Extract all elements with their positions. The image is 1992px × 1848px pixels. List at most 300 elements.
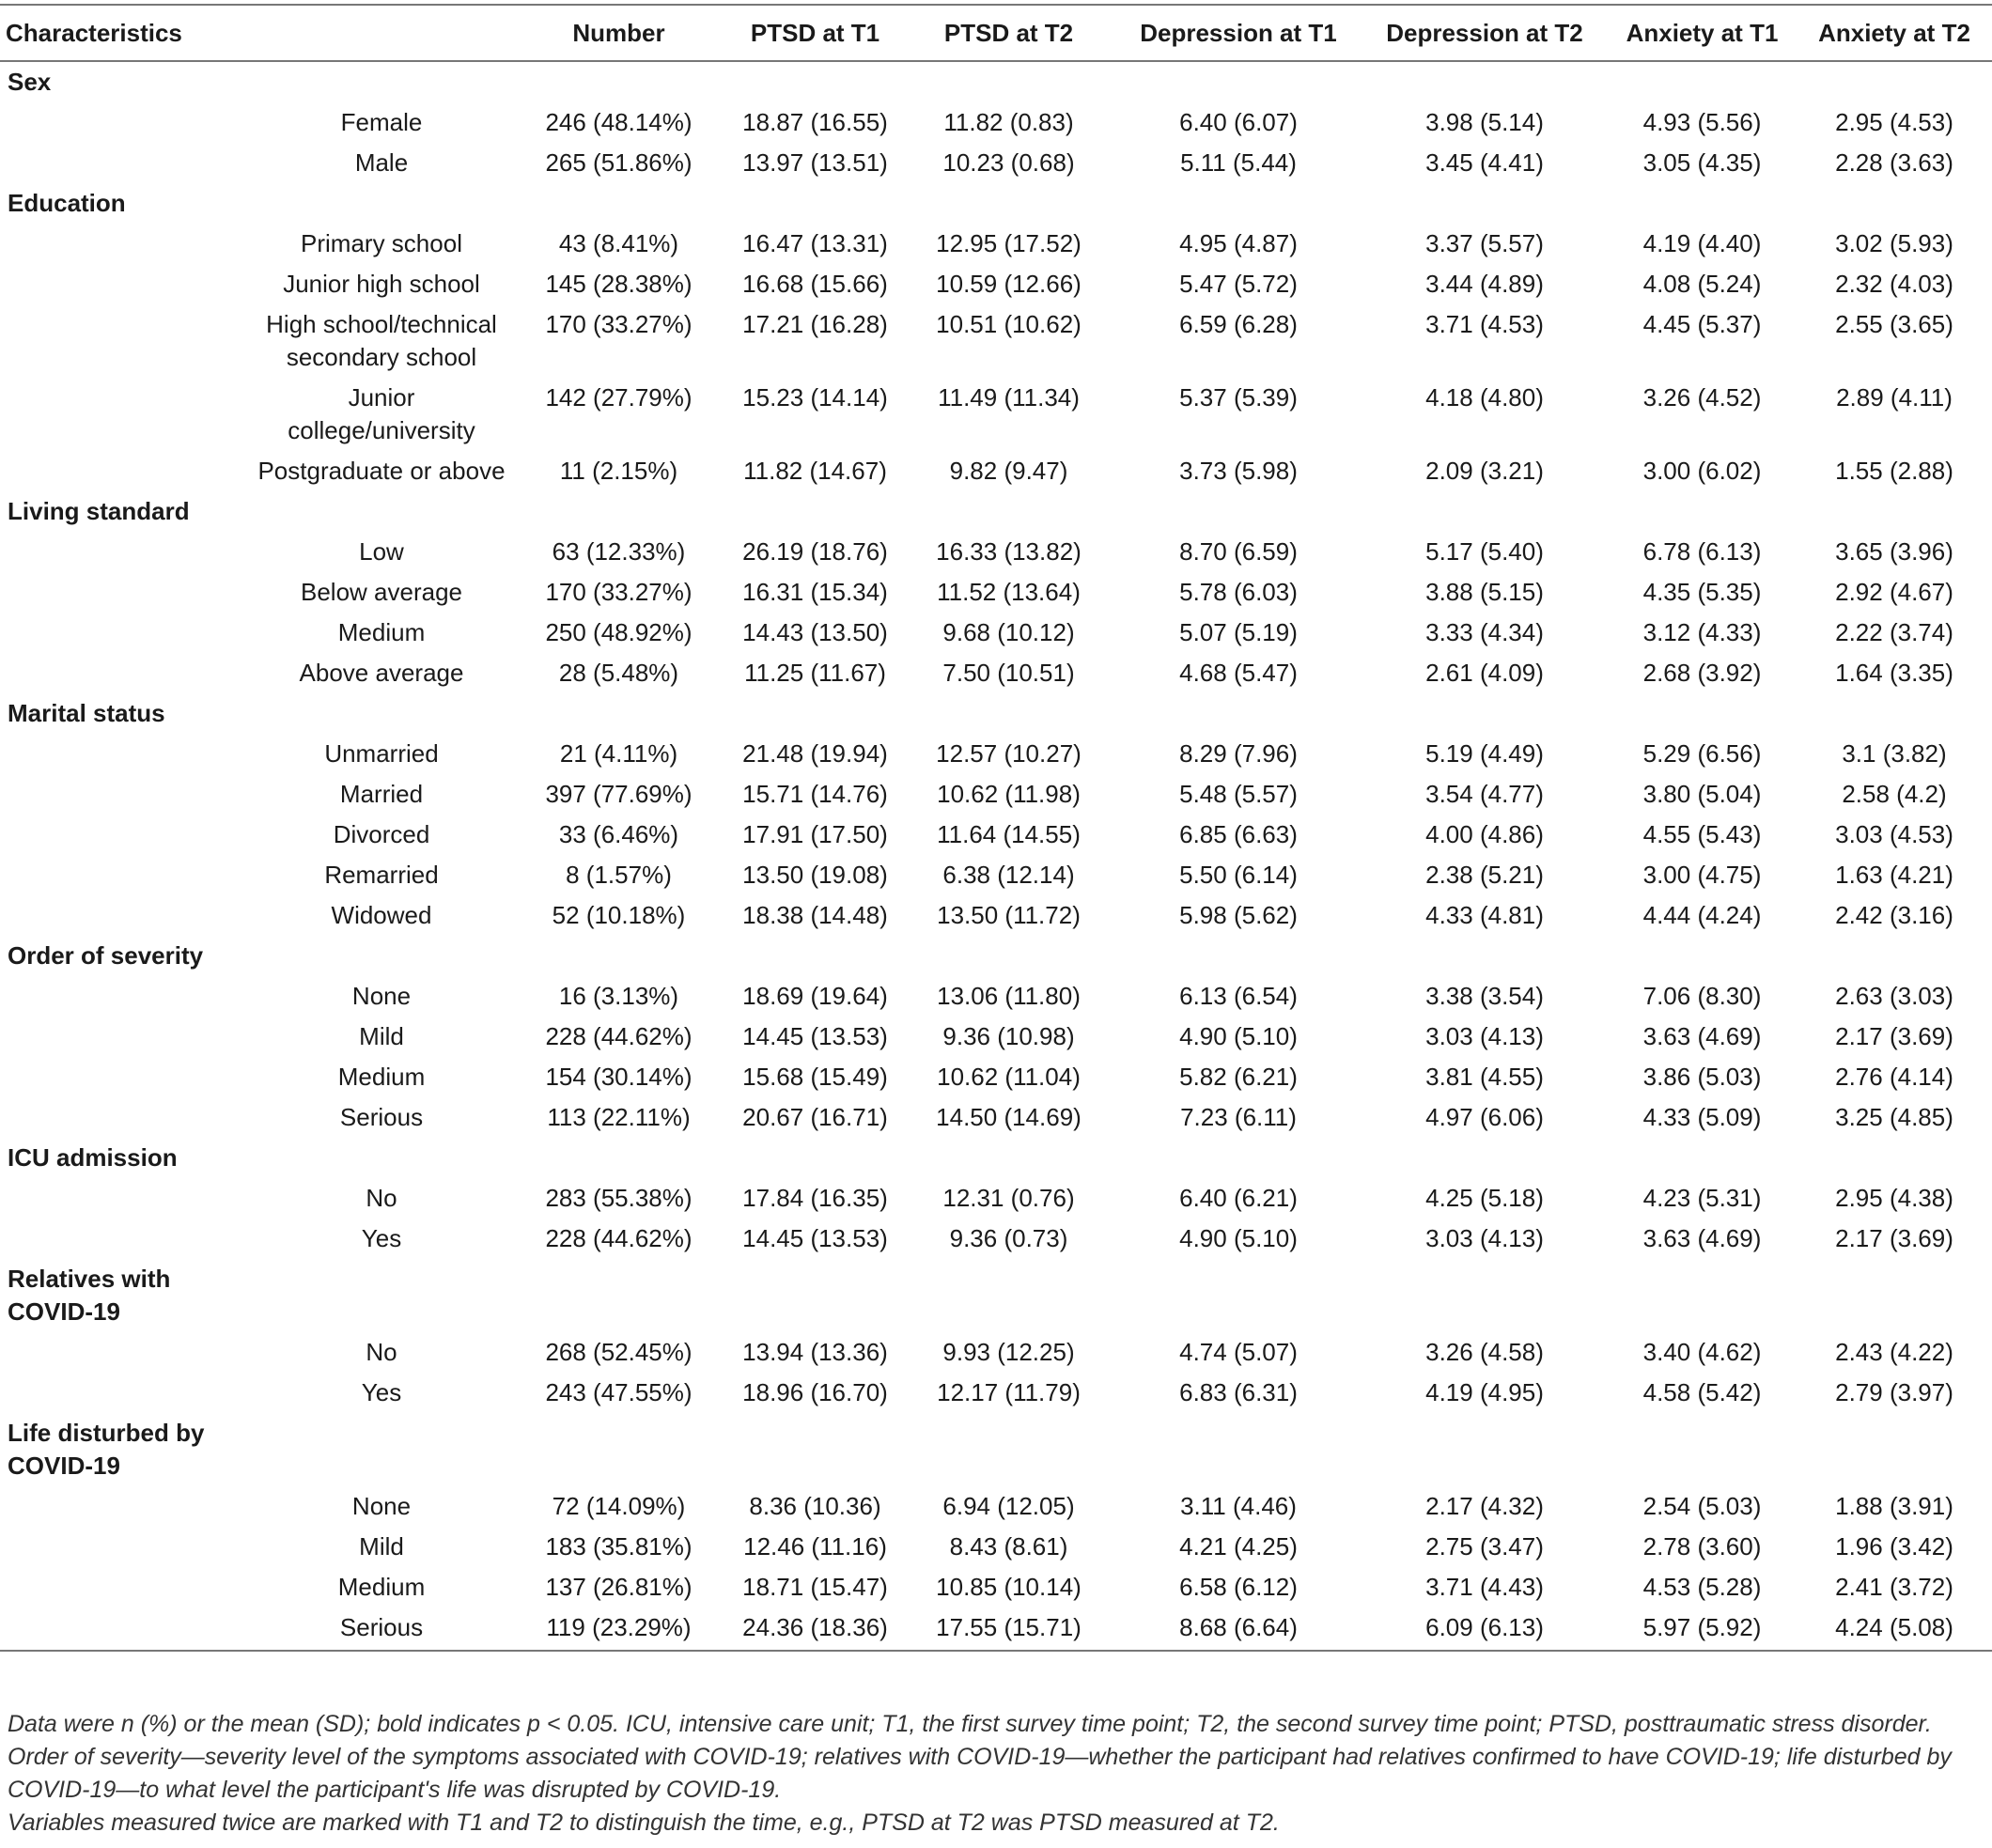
value-cell: 2.58 (4.2): [1842, 780, 1947, 808]
value-cell: 12.57 (10.27): [936, 739, 1082, 768]
group-title: Life disturbed by COVID-19: [8, 1419, 205, 1480]
value-cell: 1.88 (3.91): [1835, 1492, 1953, 1520]
empty-cell: [254, 183, 509, 224]
empty-cell: [1608, 61, 1797, 102]
empty-cell: [0, 976, 254, 1017]
value-cell: 250 (48.92%): [545, 618, 693, 646]
table-row: [0, 1219, 1992, 1259]
empty-cell: [728, 183, 902, 224]
value-cell: 6.85 (6.63): [1179, 820, 1298, 848]
empty-cell: [0, 451, 254, 491]
group-row: [0, 183, 1992, 224]
value-cell: 4.33 (5.09): [1642, 1103, 1762, 1131]
value-cell: 2.17 (3.69): [1835, 1224, 1953, 1252]
row-label: Postgraduate or above: [257, 457, 506, 485]
value-cell: 4.19 (4.95): [1425, 1378, 1544, 1406]
value-cell: 5.17 (5.40): [1425, 537, 1544, 566]
value-cell: 2.43 (4.22): [1835, 1338, 1953, 1366]
empty-cell: [1362, 693, 1608, 734]
header-row: [0, 5, 1992, 61]
empty-cell: [1362, 1413, 1608, 1486]
value-cell: 2.76 (4.14): [1835, 1063, 1953, 1091]
value-cell: 246 (48.14%): [545, 108, 693, 136]
empty-cell: [509, 1259, 728, 1332]
value-cell: 1.63 (4.21): [1835, 861, 1953, 889]
value-cell: 3.40 (4.62): [1642, 1338, 1762, 1366]
empty-cell: [728, 61, 902, 102]
row-label: No: [366, 1338, 397, 1366]
value-cell: 18.69 (19.64): [742, 982, 888, 1010]
value-cell: 16 (3.13%): [558, 982, 679, 1010]
empty-cell: [0, 532, 254, 572]
value-cell: 52 (10.18%): [552, 901, 686, 929]
value-cell: 113 (22.11%): [547, 1103, 691, 1131]
value-cell: 3.11 (4.46): [1180, 1492, 1297, 1520]
value-cell: 5.48 (5.57): [1179, 780, 1298, 808]
empty-cell: [0, 1607, 254, 1651]
value-cell: 2.38 (5.21): [1425, 861, 1544, 889]
value-cell: 10.51 (10.62): [936, 310, 1082, 338]
table-row: [0, 976, 1992, 1017]
empty-cell: [0, 304, 254, 378]
row-label: Above average: [299, 659, 464, 687]
empty-cell: [1608, 693, 1797, 734]
empty-cell: [1115, 1138, 1362, 1178]
value-cell: 9.36 (0.73): [949, 1224, 1068, 1252]
value-cell: 283 (55.38%): [545, 1184, 693, 1212]
group-row: [0, 61, 1992, 102]
value-cell: 6.40 (6.21): [1179, 1184, 1298, 1212]
empty-cell: [0, 815, 254, 855]
table-row: [0, 1527, 1992, 1567]
value-cell: 5.29 (6.56): [1642, 739, 1762, 768]
row-label: Unmarried: [324, 739, 439, 768]
value-cell: 9.82 (9.47): [949, 457, 1068, 485]
value-cell: 63 (12.33%): [552, 537, 686, 566]
value-cell: 170 (33.27%): [545, 578, 693, 606]
value-cell: 1.96 (3.42): [1835, 1532, 1953, 1561]
empty-cell: [0, 1097, 254, 1138]
row-label: No: [366, 1184, 397, 1212]
empty-cell: [1608, 183, 1797, 224]
header-column: PTSD at T1: [728, 5, 902, 61]
value-cell: 10.85 (10.14): [936, 1573, 1082, 1601]
table-row: [0, 895, 1992, 936]
value-cell: 43 (8.41%): [558, 229, 679, 257]
empty-cell: [0, 572, 254, 613]
empty-cell: [1115, 183, 1362, 224]
value-cell: 4.19 (4.40): [1642, 229, 1762, 257]
empty-cell: [1362, 1138, 1608, 1178]
table-row: [0, 532, 1992, 572]
value-cell: 6.38 (12.14): [942, 861, 1075, 889]
value-cell: 17.84 (16.35): [742, 1184, 888, 1212]
value-cell: 4.00 (4.86): [1425, 820, 1544, 848]
value-cell: 2.54 (5.03): [1642, 1492, 1762, 1520]
value-cell: 3.00 (4.75): [1642, 861, 1762, 889]
row-label: Married: [339, 780, 424, 808]
value-cell: 9.93 (12.25): [942, 1338, 1075, 1366]
value-cell: 6.83 (6.31): [1179, 1378, 1298, 1406]
empty-cell: [0, 1567, 254, 1607]
empty-cell: [728, 1259, 902, 1332]
value-cell: 4.95 (4.87): [1179, 229, 1298, 257]
value-cell: 12.17 (11.79): [937, 1378, 1081, 1406]
value-cell: 5.37 (5.39): [1179, 383, 1298, 412]
value-cell: 4.24 (5.08): [1797, 1607, 1992, 1651]
empty-cell: [509, 936, 728, 976]
empty-cell: [509, 491, 728, 532]
value-cell: 265 (51.86%): [545, 148, 693, 177]
value-cell: 2.28 (3.63): [1835, 148, 1953, 177]
table-row: [0, 304, 1992, 378]
row-label: Medium: [337, 618, 426, 646]
value-cell: 17.55 (15.71): [902, 1607, 1115, 1651]
empty-cell: [0, 378, 254, 451]
value-cell: 2.55 (3.65): [1835, 310, 1953, 338]
value-cell: 16.47 (13.31): [742, 229, 888, 257]
value-cell: 14.45 (13.53): [742, 1224, 888, 1252]
empty-cell: [254, 61, 509, 102]
empty-cell: [1115, 491, 1362, 532]
value-cell: 11.25 (11.67): [744, 659, 886, 687]
value-cell: 4.93 (5.56): [1642, 108, 1762, 136]
value-cell: 8.43 (8.61): [949, 1532, 1068, 1561]
value-cell: 11 (2.15%): [559, 457, 678, 485]
empty-cell: [0, 1219, 254, 1259]
value-cell: 3.1 (3.82): [1842, 739, 1947, 768]
value-cell: 5.50 (6.14): [1179, 861, 1298, 889]
header-subgroup: [254, 5, 509, 61]
value-cell: 15.23 (14.14): [742, 383, 888, 412]
value-cell: 5.19 (4.49): [1425, 739, 1544, 768]
table-row: [0, 451, 1992, 491]
empty-cell: [0, 1017, 254, 1057]
value-cell: 18.87 (16.55): [742, 108, 888, 136]
empty-cell: [0, 734, 254, 774]
empty-cell: [254, 1259, 509, 1332]
table-row: [0, 653, 1992, 693]
empty-cell: [902, 183, 1115, 224]
header-column: Depression at T2: [1362, 5, 1608, 61]
empty-cell: [509, 1413, 728, 1486]
empty-cell: [0, 653, 254, 693]
empty-cell: [1797, 61, 1992, 102]
header-column: PTSD at T2: [902, 5, 1115, 61]
row-label: Yes: [361, 1378, 402, 1406]
empty-cell: [0, 1057, 254, 1097]
value-cell: 2.42 (3.16): [1835, 901, 1953, 929]
value-cell: 2.22 (3.74): [1835, 618, 1953, 646]
empty-cell: [0, 855, 254, 895]
value-cell: 243 (47.55%): [545, 1378, 693, 1406]
empty-cell: [1115, 693, 1362, 734]
value-cell: 9.36 (10.98): [942, 1022, 1075, 1050]
empty-cell: [1797, 936, 1992, 976]
empty-cell: [1115, 1259, 1362, 1332]
empty-cell: [0, 1178, 254, 1219]
value-cell: 8.68 (6.64): [1115, 1607, 1362, 1651]
group-title: ICU admission: [8, 1143, 178, 1172]
row-label: High school/technical secondary school: [266, 310, 497, 371]
value-cell: 4.90 (5.10): [1179, 1224, 1298, 1252]
value-cell: 8 (1.57%): [566, 861, 672, 889]
group-title: Sex: [8, 68, 52, 96]
value-cell: 3.02 (5.93): [1835, 229, 1953, 257]
empty-cell: [1362, 936, 1608, 976]
value-cell: 2.09 (3.21): [1425, 457, 1544, 485]
value-cell: 3.81 (4.55): [1425, 1063, 1544, 1091]
value-cell: 2.75 (3.47): [1425, 1532, 1544, 1561]
value-cell: 28 (5.48%): [558, 659, 679, 687]
empty-cell: [254, 1138, 509, 1178]
empty-cell: [902, 61, 1115, 102]
value-cell: 1.64 (3.35): [1835, 659, 1953, 687]
empty-cell: [1362, 61, 1608, 102]
value-cell: 2.68 (3.92): [1642, 659, 1762, 687]
value-cell: 4.55 (5.43): [1642, 820, 1762, 848]
group-row: [0, 693, 1992, 734]
value-cell: 7.50 (10.51): [942, 659, 1075, 687]
value-cell: 2.61 (4.09): [1425, 659, 1544, 687]
value-cell: 4.23 (5.31): [1642, 1184, 1762, 1212]
row-label: Serious: [254, 1607, 509, 1651]
table-row: [0, 613, 1992, 653]
empty-cell: [902, 491, 1115, 532]
value-cell: 145 (28.38%): [545, 270, 693, 298]
value-cell: 21 (4.11%): [559, 739, 678, 768]
table-row: [0, 1567, 1992, 1607]
value-cell: 170 (33.27%): [545, 310, 693, 338]
empty-cell: [1797, 1413, 1992, 1486]
value-cell: 12.95 (17.52): [936, 229, 1082, 257]
value-cell: 15.71 (14.76): [742, 780, 888, 808]
value-cell: 6.58 (6.12): [1179, 1573, 1298, 1601]
empty-cell: [1797, 693, 1992, 734]
empty-cell: [1115, 936, 1362, 976]
value-cell: 3.88 (5.15): [1425, 578, 1544, 606]
empty-cell: [0, 895, 254, 936]
row-label: Serious: [339, 1103, 424, 1131]
empty-cell: [728, 1413, 902, 1486]
value-cell: 11.82 (14.67): [743, 457, 887, 485]
value-cell: 12.31 (0.76): [942, 1184, 1075, 1212]
value-cell: 3.80 (5.04): [1642, 780, 1762, 808]
value-cell: 4.68 (5.47): [1179, 659, 1298, 687]
value-cell: 3.65 (3.96): [1835, 537, 1953, 566]
value-cell: 119 (23.29%): [509, 1607, 728, 1651]
value-cell: 3.71 (4.43): [1425, 1573, 1544, 1601]
row-label: Primary school: [301, 229, 462, 257]
value-cell: 4.25 (5.18): [1425, 1184, 1544, 1212]
value-cell: 3.33 (4.34): [1425, 618, 1544, 646]
value-cell: 4.90 (5.10): [1179, 1022, 1298, 1050]
value-cell: 14.43 (13.50): [742, 618, 888, 646]
row-label: Medium: [337, 1573, 426, 1601]
group-title: Order of severity: [8, 941, 204, 970]
value-cell: 6.94 (12.05): [942, 1492, 1075, 1520]
empty-cell: [0, 774, 254, 815]
value-cell: 8.36 (10.36): [749, 1492, 881, 1520]
table-body: [0, 61, 1992, 1651]
group-row: [0, 1259, 1992, 1332]
row-label: None: [351, 982, 412, 1010]
value-cell: 228 (44.62%): [545, 1022, 693, 1050]
characteristics-table: [0, 4, 1992, 1652]
value-cell: 397 (77.69%): [545, 780, 693, 808]
value-cell: 4.33 (4.81): [1425, 901, 1544, 929]
table-row: [0, 1373, 1992, 1413]
table-row: [0, 102, 1992, 143]
row-label: None: [351, 1492, 412, 1520]
empty-cell: [0, 264, 254, 304]
value-cell: 183 (35.81%): [545, 1532, 693, 1561]
value-cell: 16.68 (15.66): [742, 270, 888, 298]
value-cell: 3.73 (5.98): [1179, 457, 1298, 485]
row-label: Mild: [359, 1022, 404, 1050]
table-row: [0, 815, 1992, 855]
empty-cell: [0, 143, 254, 183]
value-cell: 4.45 (5.37): [1642, 310, 1762, 338]
value-cell: 6.40 (6.07): [1179, 108, 1298, 136]
value-cell: 17.21 (16.28): [742, 310, 888, 338]
empty-cell: [509, 1138, 728, 1178]
row-label: Female: [340, 108, 423, 136]
table-row: [0, 774, 1992, 815]
table-row: [0, 264, 1992, 304]
value-cell: 3.86 (5.03): [1642, 1063, 1762, 1091]
value-cell: 18.38 (14.48): [742, 901, 888, 929]
header-column: Anxiety at T1: [1608, 5, 1797, 61]
value-cell: 4.58 (5.42): [1642, 1378, 1762, 1406]
empty-cell: [1115, 61, 1362, 102]
empty-cell: [509, 183, 728, 224]
value-cell: 6.13 (6.54): [1179, 982, 1298, 1010]
value-cell: 2.17 (3.69): [1835, 1022, 1953, 1050]
value-cell: 5.97 (5.92): [1608, 1607, 1797, 1651]
value-cell: 72 (14.09%): [552, 1492, 686, 1520]
value-cell: 11.49 (11.34): [938, 383, 1080, 412]
empty-cell: [1608, 1259, 1797, 1332]
value-cell: 2.63 (3.03): [1835, 982, 1953, 1010]
empty-cell: [1608, 1138, 1797, 1178]
empty-cell: [509, 693, 728, 734]
table-row: [0, 1607, 1992, 1651]
value-cell: 13.97 (13.51): [742, 148, 888, 177]
value-cell: 5.78 (6.03): [1179, 578, 1298, 606]
table-row: [0, 1017, 1992, 1057]
value-cell: 3.38 (3.54): [1425, 982, 1544, 1010]
empty-cell: [0, 613, 254, 653]
value-cell: 24.36 (18.36): [728, 1607, 902, 1651]
value-cell: 18.96 (16.70): [742, 1378, 888, 1406]
table-row: [0, 224, 1992, 264]
value-cell: 3.12 (4.33): [1642, 618, 1762, 646]
value-cell: 3.05 (4.35): [1642, 148, 1762, 177]
empty-cell: [1608, 936, 1797, 976]
row-label: Divorced: [333, 820, 430, 848]
value-cell: 13.94 (13.36): [742, 1338, 888, 1366]
group-row: [0, 936, 1992, 976]
value-cell: 15.68 (15.49): [742, 1063, 888, 1091]
table-row: [0, 143, 1992, 183]
value-cell: 4.44 (4.24): [1642, 901, 1762, 929]
table-footnote: Data were n (%) or the mean (SD); bold indicates p < 0.05. ICU, intensive care unit; T1, the first survey time point; T2, the second survey time point; PTSD, posttraumatic stress disorder. Order of severity—severity level of the symptoms associated with COVID-19; relatives with COVID-19—whether the participant had relatives confirmed to have COVID-19; life disturbed by COVID-19—to what level the participant's life was disrupted by COVID-19.: [8, 1711, 1952, 1803]
table-row: [0, 378, 1992, 451]
value-cell: 5.07 (5.19): [1179, 618, 1298, 646]
table-row: [0, 1057, 1992, 1097]
empty-cell: [1797, 183, 1992, 224]
empty-cell: [0, 1486, 254, 1527]
empty-cell: [728, 693, 902, 734]
value-cell: 3.63 (4.69): [1642, 1224, 1762, 1252]
row-label: Below average: [301, 578, 462, 606]
value-cell: 3.54 (4.77): [1425, 780, 1544, 808]
value-cell: 10.59 (12.66): [936, 270, 1082, 298]
row-label: Male: [354, 148, 409, 177]
empty-cell: [254, 693, 509, 734]
value-cell: 11.82 (0.83): [943, 108, 1074, 136]
row-label: Junior college/university: [288, 383, 475, 444]
empty-cell: [1608, 1413, 1797, 1486]
empty-cell: [0, 1332, 254, 1373]
value-cell: 3.26 (4.58): [1425, 1338, 1544, 1366]
header-column: Number: [509, 5, 728, 61]
group-title: Marital status: [8, 699, 165, 727]
empty-cell: [509, 61, 728, 102]
value-cell: 2.92 (4.67): [1835, 578, 1953, 606]
empty-cell: [0, 1527, 254, 1567]
value-cell: 33 (6.46%): [558, 820, 679, 848]
table-row: [0, 1178, 1992, 1219]
empty-cell: [902, 936, 1115, 976]
value-cell: 9.68 (10.12): [942, 618, 1075, 646]
table-row: [0, 1486, 1992, 1527]
value-cell: 11.52 (13.64): [937, 578, 1081, 606]
value-cell: 3.44 (4.89): [1425, 270, 1544, 298]
value-cell: 3.98 (5.14): [1425, 108, 1544, 136]
value-cell: 2.17 (4.32): [1425, 1492, 1544, 1520]
group-title: Living standard: [8, 497, 190, 525]
value-cell: 142 (27.79%): [545, 383, 693, 412]
group-row: [0, 1413, 1992, 1486]
empty-cell: [254, 936, 509, 976]
value-cell: 4.53 (5.28): [1642, 1573, 1762, 1601]
empty-cell: [1362, 1259, 1608, 1332]
empty-cell: [254, 491, 509, 532]
table-row: [0, 572, 1992, 613]
value-cell: 8.29 (7.96): [1179, 739, 1298, 768]
empty-cell: [728, 936, 902, 976]
row-label: Mild: [359, 1532, 404, 1561]
value-cell: 13.06 (11.80): [937, 982, 1081, 1010]
table-row: [0, 1332, 1992, 1373]
value-cell: 14.50 (14.69): [936, 1103, 1082, 1131]
value-cell: 2.95 (4.38): [1835, 1184, 1953, 1212]
header-characteristics: Characteristics: [0, 5, 254, 61]
value-cell: 5.47 (5.72): [1179, 270, 1298, 298]
value-cell: 11.64 (14.55): [937, 820, 1081, 848]
table-row: [0, 855, 1992, 895]
value-cell: 6.59 (6.28): [1179, 310, 1298, 338]
value-cell: 137 (26.81%): [545, 1573, 693, 1601]
value-cell: 2.89 (4.11): [1836, 383, 1953, 412]
value-cell: 1.55 (2.88): [1835, 457, 1953, 485]
value-cell: 4.74 (5.07): [1179, 1338, 1298, 1366]
empty-cell: [902, 1413, 1115, 1486]
value-cell: 5.82 (6.21): [1179, 1063, 1298, 1091]
table-footnote-variables: Variables measured twice are marked with T1 and T2 to distinguish the time, e.g., PTSD at T2 was PTSD measured at T2.: [8, 1809, 1280, 1836]
